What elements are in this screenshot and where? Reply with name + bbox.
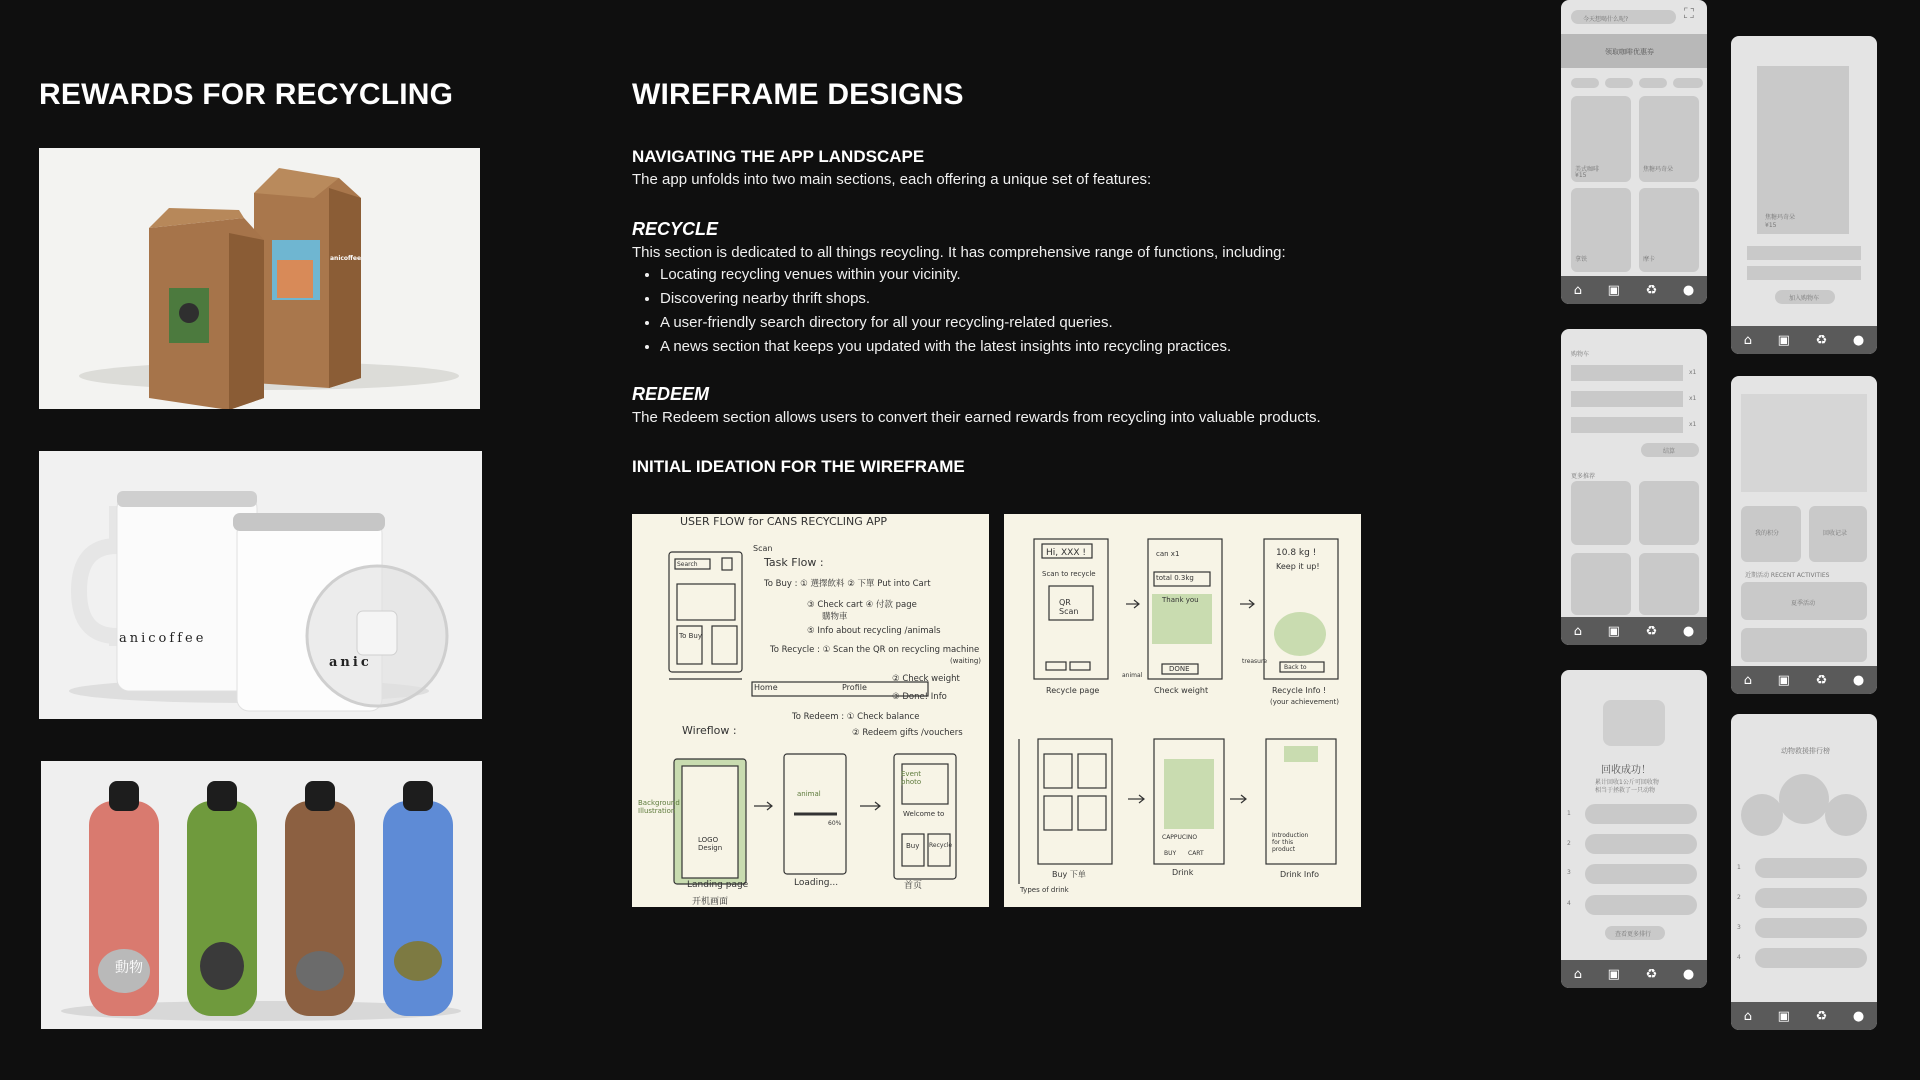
welcome-label: Welcome to: [903, 810, 945, 818]
back-to-label: Back to: [1284, 664, 1307, 671]
profile-icon[interactable]: ●: [1682, 282, 1695, 298]
shop-icon[interactable]: ▣: [1607, 282, 1620, 298]
bag-brand-label: anicoffee: [330, 255, 362, 262]
rank-avatar: [1825, 794, 1867, 836]
sketch-hi-label: Hi, XXX !: [1046, 548, 1086, 558]
shop-icon[interactable]: ▣: [1607, 623, 1620, 639]
wireframe-phone-home: [1731, 376, 1877, 694]
rank-row[interactable]: [1755, 948, 1867, 968]
wireframe-phone-cart: [1561, 329, 1707, 645]
rank-number: 3: [1567, 869, 1571, 876]
types-of-drink-label: Types of drink: [1020, 886, 1069, 894]
drink-label: Drink: [1172, 868, 1194, 877]
product-name: 摩卡: [1643, 256, 1656, 263]
task-recycle-1: To Recycle : ① Scan the QR on recycling machine: [770, 645, 980, 655]
cart-item[interactable]: [1571, 391, 1683, 407]
product-image: [1757, 66, 1849, 234]
loading-percent: 60%: [828, 820, 842, 827]
points-card-label: 我的积分: [1755, 530, 1780, 537]
rewards-title: REWARDS FOR RECYCLING: [39, 78, 454, 111]
sketch-title: USER FLOW for CANS RECYCLING APP: [680, 515, 888, 528]
thank-you-label: Thank you: [1162, 596, 1199, 604]
recycle-icon[interactable]: ♻: [1645, 282, 1658, 298]
success-sub-2: 相当于拯救了一只动物: [1595, 787, 1656, 794]
recycle-text: This section is dedicated to all things recycling. It has comprehensive range of functions, including:: [632, 244, 1286, 261]
recycle-icon[interactable]: ♻: [1815, 672, 1828, 688]
cart-qty: x1: [1689, 421, 1697, 428]
task-buy-1: To Buy : ① 選擇飲料 ② 下單 Put into Cart: [764, 579, 931, 589]
rank-row[interactable]: [1585, 834, 1697, 854]
ideation-heading: INITIAL IDEATION FOR THE WIREFRAME: [632, 457, 965, 476]
sketch-search-label: Search: [677, 561, 698, 568]
treasure-label: treasure: [1242, 658, 1268, 665]
profile-icon[interactable]: ●: [1852, 672, 1865, 688]
more-ranking-label: 查看更多排行: [1615, 931, 1652, 938]
buy-label: Buy: [906, 842, 920, 850]
product-name: 美式咖啡: [1575, 166, 1600, 173]
coffee-bags-photo: [39, 148, 480, 409]
rank-number: 4: [1737, 954, 1741, 961]
list-item: • Discovering nearby thrift shops.: [660, 287, 1532, 311]
done-label: DONE: [1169, 665, 1190, 673]
mugs-photo: [39, 451, 482, 719]
wireframe-phone-leaderboard: [1731, 714, 1877, 1030]
shop-icon[interactable]: ▣: [1777, 672, 1790, 688]
sketch-home-label: Home: [754, 683, 778, 692]
home-icon[interactable]: ⌂: [1743, 332, 1753, 348]
task-flow-label: Task Flow :: [764, 556, 824, 569]
qr-scan-label: QR Scan: [1059, 598, 1079, 616]
list-item: • A news section that keeps you updated with the latest insights into recycling practices.: [660, 335, 1532, 359]
home-icon[interactable]: ⌂: [1743, 672, 1753, 688]
task-buy-2: ③ Check cart ④ 付款 page: [807, 600, 917, 610]
recycle-icon[interactable]: ♻: [1815, 1008, 1828, 1024]
intro-section: [632, 147, 1532, 477]
shop-icon[interactable]: ▣: [1777, 1008, 1790, 1024]
recent-activities-heading: 近期活动 RECENT ACTIVITIES: [1745, 572, 1830, 579]
mug-brand-label: anicoffee: [119, 631, 207, 646]
recycle-list: [632, 263, 1532, 359]
sketch-scan-label: Scan: [753, 544, 773, 553]
bottle-label: 動物: [115, 960, 143, 976]
task-recycle-2: ② Check weight: [892, 674, 960, 684]
list-item: • A user-friendly search directory for all your recycling-related queries.: [660, 311, 1532, 335]
cart-qty: x1: [1689, 369, 1697, 376]
rank-row[interactable]: [1585, 804, 1697, 824]
bottles-photo: [41, 761, 482, 1029]
profile-icon[interactable]: ●: [1852, 332, 1865, 348]
animal-small-label: animal: [1122, 672, 1143, 679]
category-chip[interactable]: [1605, 78, 1633, 88]
shop-icon[interactable]: ▣: [1777, 332, 1790, 348]
wireflow-label: Wireflow :: [682, 724, 737, 737]
landing-cn-label: 开机画面: [692, 897, 729, 907]
cart-qty: x1: [1689, 395, 1697, 402]
cart-item[interactable]: [1571, 365, 1683, 381]
buy-button-label: BUY: [1164, 850, 1177, 857]
bottom-nav: [1731, 326, 1877, 354]
home-cn-label: 首页: [904, 881, 923, 891]
bottom-nav: [1731, 666, 1877, 694]
can-count-label: can x1: [1156, 550, 1180, 558]
bottom-nav: [1561, 960, 1707, 988]
add-to-cart-label: 加入购物车: [1789, 295, 1820, 302]
bg-illustration-label: Background Illustration: [638, 799, 680, 815]
product-price: ¥15: [1765, 222, 1777, 229]
product-price: ¥15: [1575, 172, 1587, 179]
task-redeem-2: ② Redeem gifts /vouchers: [852, 728, 963, 738]
product-option[interactable]: [1747, 246, 1861, 260]
product-name: 焦糖玛奇朵: [1765, 214, 1796, 221]
scan-to-recycle-label: Scan to recycle: [1042, 570, 1096, 578]
rank-row[interactable]: [1585, 895, 1697, 915]
rank-avatar: [1741, 794, 1783, 836]
profile-icon[interactable]: ●: [1682, 623, 1695, 639]
sketch-buy-label: To Buy: [679, 632, 702, 640]
rank-avatar: [1779, 774, 1829, 824]
introduction-label: Introduction for this product: [1272, 832, 1309, 853]
cart-title: 购物车: [1571, 351, 1590, 358]
wireframe-phone-product: [1731, 36, 1877, 354]
rank-number: 4: [1567, 900, 1571, 907]
scan-icon[interactable]: ⛶: [1684, 6, 1694, 22]
rank-number: 1: [1737, 864, 1741, 871]
list-item: • Locating recycling venues within your vicinity.: [660, 263, 1532, 287]
activity-card[interactable]: [1741, 628, 1867, 662]
task-redeem-1: To Redeem : ① Check balance: [792, 712, 920, 722]
loading-label: Loading...: [794, 878, 839, 888]
wireframe-phone-menu: [1561, 0, 1707, 304]
profile-icon[interactable]: ●: [1682, 966, 1695, 982]
wireframe-phone-success: [1561, 670, 1707, 988]
records-card-label: 回收记录: [1823, 530, 1848, 537]
landing-page-label: Landing page: [687, 880, 749, 890]
home-icon[interactable]: ⌂: [1573, 623, 1583, 639]
activity-label: 夏季活动: [1791, 600, 1816, 607]
product-option[interactable]: [1747, 266, 1861, 280]
rank-number: 2: [1737, 894, 1741, 901]
rank-number: 1: [1567, 810, 1571, 817]
sketch-profile-label: Profile: [842, 683, 867, 692]
weight-label: 10.8 kg !: [1276, 548, 1317, 558]
home-icon[interactable]: ⌂: [1573, 282, 1583, 298]
recycle-icon[interactable]: ♻: [1815, 332, 1828, 348]
wireframe-title: WIREFRAME DESIGNS: [632, 78, 964, 111]
success-sub-1: 累计回收1公斤可回收物: [1595, 779, 1659, 786]
recommend-card[interactable]: [1571, 553, 1631, 615]
mug-brand-label-2: anic: [329, 655, 372, 670]
event-photo-label: Event photo: [901, 770, 922, 786]
achievement-label: (your achievement): [1270, 698, 1340, 706]
task-recycle-1b: (waiting): [950, 657, 981, 665]
animal-label: animal: [797, 790, 821, 798]
more-heading: 更多推荐: [1571, 473, 1596, 480]
profile-icon[interactable]: ●: [1852, 1008, 1865, 1024]
redeem-text: The Redeem section allows users to convert their earned rewards from recycling into valuable products.: [632, 409, 1321, 426]
search-placeholder: 今天想喝什么呢?: [1583, 16, 1629, 23]
recommend-card[interactable]: [1639, 553, 1699, 615]
coupon-banner-label: 领取咖啡优惠券: [1605, 48, 1654, 56]
checkout-button-label: 结算: [1663, 448, 1676, 455]
animal-illustration: [1603, 700, 1665, 746]
cart-button-label: CART: [1188, 850, 1204, 857]
rank-row[interactable]: [1755, 888, 1867, 908]
category-chip[interactable]: [1571, 78, 1599, 88]
home-icon[interactable]: ⌂: [1743, 1008, 1753, 1024]
task-buy-3: 購物車: [822, 612, 848, 622]
product-name: 拿铁: [1575, 256, 1588, 263]
task-buy-4: ⑤ Info about recycling /animals: [807, 626, 941, 636]
check-weight-label: Check weight: [1154, 686, 1209, 695]
rank-row[interactable]: [1755, 918, 1867, 938]
bottom-nav: [1731, 1002, 1877, 1030]
redeem-heading: REDEEM: [632, 384, 710, 404]
cart-item[interactable]: [1571, 417, 1683, 433]
category-chip[interactable]: [1673, 78, 1703, 88]
total-weight-label: total 0.3kg: [1156, 574, 1194, 582]
bottom-nav: [1561, 276, 1707, 304]
nav-text: The app unfolds into two main sections, each offering a unique set of features:: [632, 171, 1152, 188]
recommend-card[interactable]: [1639, 481, 1699, 545]
recommend-card[interactable]: [1571, 481, 1631, 545]
recycle-heading: RECYCLE: [632, 219, 719, 239]
home-illustration: [1741, 394, 1867, 492]
cappuccino-label: CAPPUCINO: [1162, 834, 1198, 841]
success-title: 回收成功！: [1601, 765, 1651, 776]
buy-page-label: Buy 下单: [1052, 870, 1086, 879]
bottom-nav: [1561, 617, 1707, 645]
recycle-icon[interactable]: ♻: [1645, 966, 1658, 982]
rank-number: 3: [1737, 924, 1741, 931]
category-chip[interactable]: [1639, 78, 1667, 88]
drink-info-label: Drink Info: [1280, 870, 1320, 879]
logo-design-label: LOGO Design: [698, 836, 723, 852]
rank-number: 2: [1567, 840, 1571, 847]
screens-sketch: [1004, 514, 1361, 907]
task-recycle-3: ③ Done! Info: [892, 692, 947, 702]
recycle-label: Recycle: [929, 842, 953, 849]
home-icon[interactable]: ⌂: [1573, 966, 1583, 982]
rank-row[interactable]: [1585, 864, 1697, 884]
recycle-icon[interactable]: ♻: [1645, 623, 1658, 639]
rank-row[interactable]: [1755, 858, 1867, 878]
recycle-info-label: Recycle Info !: [1272, 686, 1327, 695]
product-name: 焦糖玛奇朵: [1643, 166, 1674, 173]
keep-it-up-label: Keep it up!: [1276, 562, 1320, 571]
recycle-page-label: Recycle page: [1046, 686, 1100, 695]
leaderboard-title: 动物救援排行榜: [1781, 747, 1830, 755]
shop-icon[interactable]: ▣: [1607, 966, 1620, 982]
nav-heading: NAVIGATING THE APP LANDSCAPE: [632, 147, 925, 166]
user-flow-sketch: [632, 514, 989, 907]
